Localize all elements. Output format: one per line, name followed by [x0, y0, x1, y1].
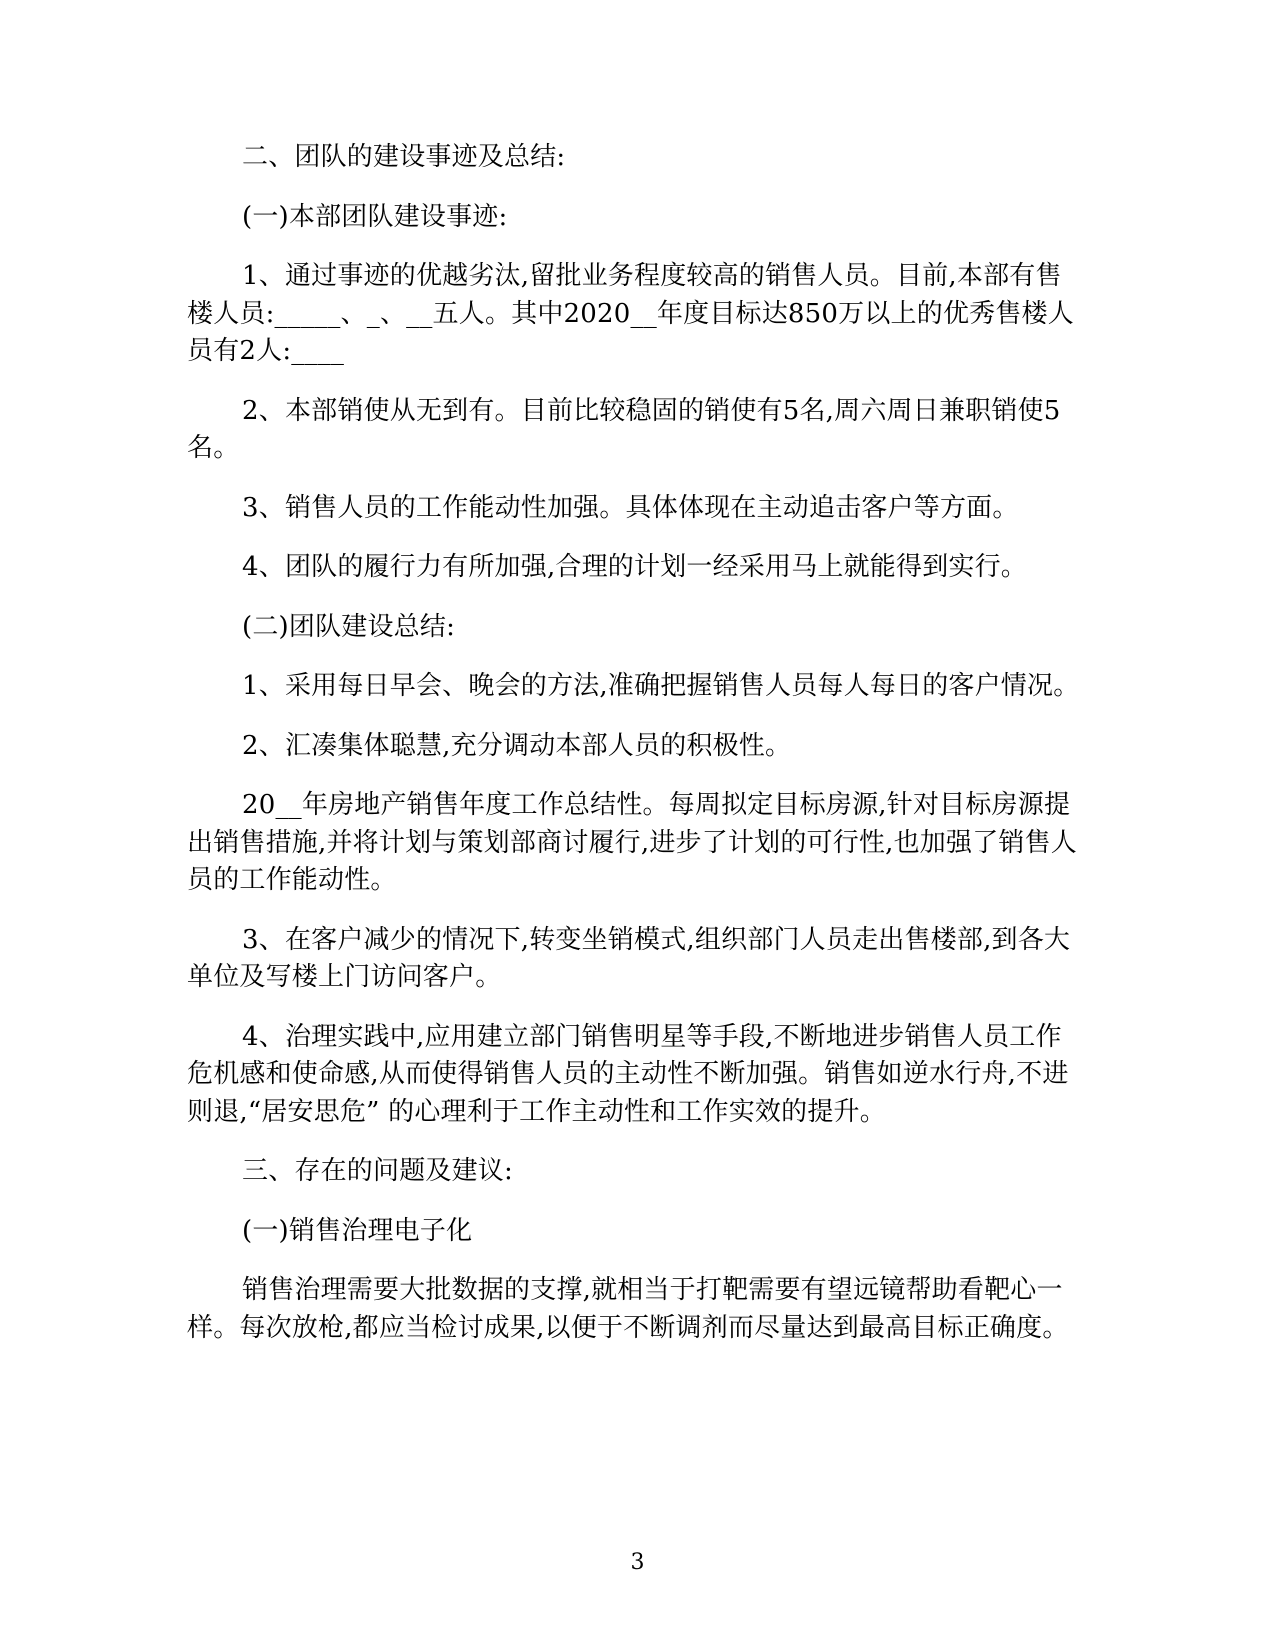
subsection-heading-team-achievements: (一)本部团队建设事迹: [242, 201, 508, 232]
paragraph-digitization: 销售治理需要大批数据的支撑,就相当于打靶需要有望远镜帮助看靶心一样。每次放枪,都应当检讨成果,以便于不断调剂而尽量达到最高目标正确度。 [187, 1275, 1069, 1343]
paragraph-achievement-1: 1、通过事迹的优越劣汰,留批业务程度较高的销售人员。目前,本部有售楼人员:_____、_、__五人。其中2020__年度目标达850万以上的优秀售楼人员有2人:____ [187, 261, 1074, 366]
paragraph-summary-1: 1、采用每日早会、晚会的方法,准确把握销售人员每人每日的客户情况。 [242, 671, 1080, 701]
subsection-heading-digitization: (一)销售治理电子化 [242, 1215, 473, 1246]
paragraph-achievement-3: 3、销售人员的工作能动性加强。具体体现在主动追击客户等方面。 [242, 492, 1019, 523]
document-body [187, 139, 1087, 1369]
paragraph-summary-2: 2、汇凑集体聪慧,充分调动本部人员的积极性。 [242, 730, 792, 761]
section-heading-problems: 三、存在的问题及建议: [242, 1156, 513, 1186]
subsection-heading-team-summary: (二)团队建设总结: [242, 611, 456, 642]
paragraph-achievement-2: 2、本部销使从无到有。目前比较稳固的销使有5名,周六周日兼职销使5名。 [187, 395, 1061, 463]
page-number: 3 [630, 1550, 645, 1575]
paragraph-summary-4: 4、治理实践中,应用建立部门销售明星等手段,不断地进步销售人员工作危机感和使命感,从而使得销售人员的主动性不断加强。销售如逆水行舟,不进则退,“居安思危” 的心理利于工作主动性和工作实效的提升。 [187, 1021, 1069, 1127]
paragraph-summary-3: 3、在客户减少的情况下,转变坐销模式,组织部门人员走出售楼部,到各大单位及写楼上门访问客户。 [187, 924, 1071, 992]
paragraph-summary-annual: 20__年房地产销售年度工作总结性。每周拟定目标房源,针对目标房源提出销售措施,并将计划与策划部商讨履行,进步了计划的可行性,也加强了销售人员的工作能动性。 [187, 790, 1077, 895]
paragraph-achievement-4: 4、团队的履行力有所加强,合理的计划一经采用马上就能得到实行。 [242, 552, 1028, 582]
section-heading-team-building: 二、团队的建设事迹及总结: [242, 142, 566, 172]
